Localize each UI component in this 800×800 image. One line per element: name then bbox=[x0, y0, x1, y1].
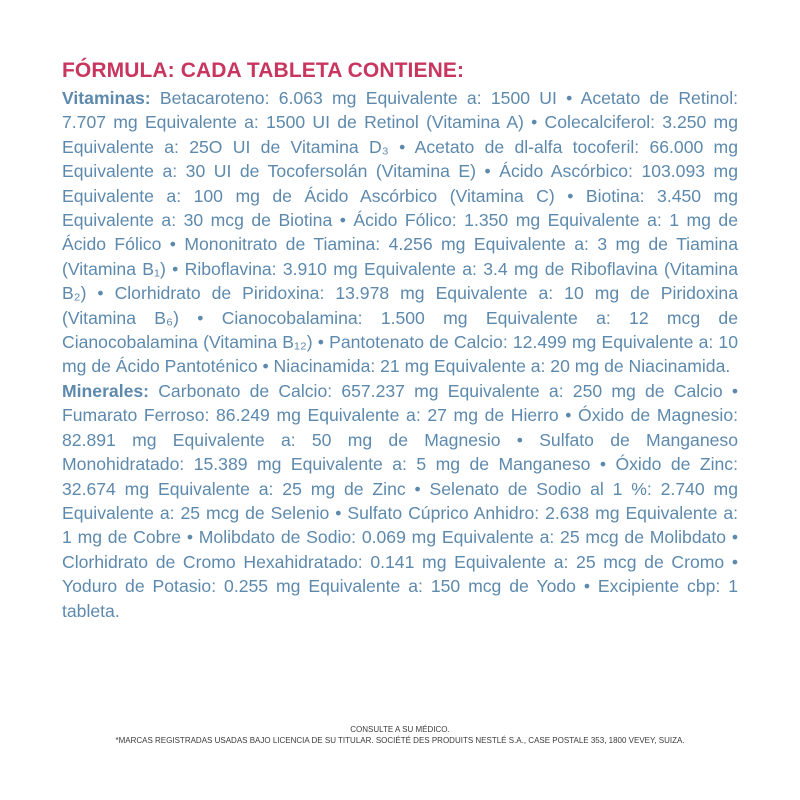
minerals-text: Carbonato de Calcio: 657.237 mg Equivalente a: 250 mg de Calcio • Fumarato Ferroso: 86.249 mg Equivalente a: 27 mg de Hierro • Óxido de Magnesio: 82.891 mg Equivalente a: 50 mg de Magnesio • Sulfato de Manganeso Monohidratado: 15.389 mg Equivalente a: 5 mg de Manganeso • Óxido de Zinc: 32.674 mg Equivalente a: 25 mg de Zinc • Selenato de Sodio al 1 %: 2.740 mg Equivalente a: 25 mcg de Selenio • Sulfato Cúprico Anhidro: 2.638 mg Equivalente a: 1 mg de Cobre • Molibdato de Sodio: 0.069 mg Equivalente a: 25 mcg de Molibdato • Clorhidrato de Cromo Hexahidratado: 0.141 mg Equivalente a: 25 mcg de Cromo • Yoduro de Potasio: 0.255 mg Equivalente a: 150 mcg de Yodo • Excipiente cbp: 1 tableta. bbox=[62, 380, 738, 621]
vitamins-text: Betacaroteno: 6.063 mg Equivalente a: 1500 UI • Acetato de Retinol: 7.707 mg Equivalente a: 1500 UI de Retinol (Vitamina A) • Colecalciferol: 3.250 mg Equivalente a: 25O UI de Vitamina D₃ • Acetato de dl-alfa tocoferil: 66.000 mg Equivalente a: 30 UI de Tocofersolán (Vitamina E) • Ácido Ascórbico: 103.093 mg Equivalente a: 100 mg de Ácido Ascórbico (Vitamina C) • Biotina: 3.450 mg Equivalente a: 30 mcg de Biotina • Ácido Fólico: 1.350 mg Equivalente a: 1 mg de Ácido Fólico • Mononitrato de Tiamina: 4.256 mg Equivalente a: 3 mg de Tiamina (Vitamina B₁) • Riboflavina: 3.910 mg Equivalente a: 3.4 mg de Riboflavina (Vitamina B₂) • Clorhidrato de Piridoxina: 13.978 mg Equivalente a: 10 mg de Piridoxina (Vitamina B₆) • Cianocobalamina: 1.500 mg Equivalente a: 12 mcg de Cianocobalamina (Vitamina B₁₂) • Pantotenato de Calcio: 12.499 mg Equivalente a: 10 mg de Ácido Pantoténico • Niacinamida: 21 mg Equivalente a: 20 mg de Niacinamida. bbox=[62, 88, 738, 377]
minerals-label: Minerales: bbox=[62, 380, 150, 401]
footer-trademark-line: *MARCAS REGISTRADAS USADAS BAJO LICENCIA DE SU TITULAR. SOCIÉTÉ DES PRODUITS NESTLÉ S.A., CASE POSTALE 353, 1800 VEVEY, SUIZA. bbox=[115, 736, 685, 745]
vitamins-label: Vitaminas: bbox=[62, 88, 151, 108]
minerals-section bbox=[62, 379, 738, 623]
vitamins-section bbox=[62, 86, 738, 379]
footer-consult-line: CONSULTE A SU MÉDICO. bbox=[350, 725, 450, 734]
formula-title: FÓRMULA: CADA TABLETA CONTIENE: bbox=[62, 59, 465, 82]
formula-panel bbox=[62, 58, 738, 623]
footer-notice bbox=[0, 724, 800, 746]
